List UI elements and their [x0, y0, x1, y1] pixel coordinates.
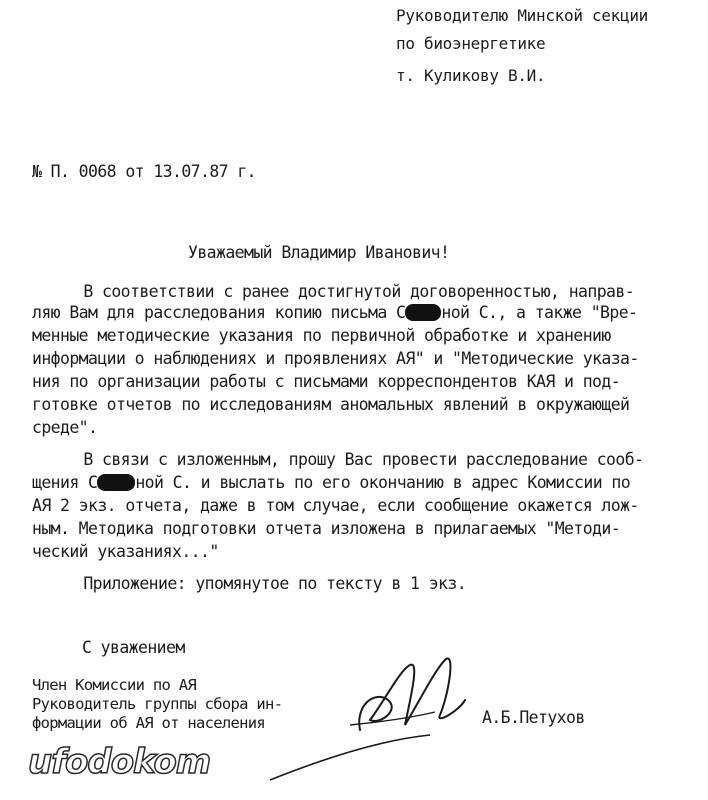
paragraph2-line2: щения С ной С. и выслать по его окончанию в адрес Комиссии по [32, 473, 631, 492]
reference-number: № П. 0068 от 13.07.87 г. [32, 162, 257, 181]
watermark-logo: ufodokom [28, 742, 211, 782]
paragraph1-line7: среде". [32, 418, 98, 437]
paragraph2-line5: ческий указаниях..." [32, 542, 219, 561]
paragraph1-line1: В соответствии с ранее достигнутой договоренностью, направ- [46, 282, 635, 301]
signatory-title-2: Руководитель группы сбора ин- [32, 695, 283, 713]
paragraph2-line1: В связи с изложенным, прошу Вас провести расследование сооб- [46, 450, 644, 469]
signatory-title-3: формации об АЯ от населения [32, 714, 266, 732]
paragraph1-line6: готовке отчетов по исследованиям аномальных явлений в окружающей [32, 395, 630, 414]
handwritten-signature [260, 630, 480, 790]
addressee-line-1: Руководителю Минской секции [396, 6, 648, 25]
paragraph1-line2: ляю Вам для расследования копию письма С ной С., а также "Вре- [32, 303, 638, 322]
signatory-titles [32, 676, 282, 733]
paragraph1-line5: ния по организации работы с письмами корреспондентов КАЯ и под- [32, 372, 621, 391]
signatory-title-1: Член Комиссии по АЯ [32, 676, 197, 694]
salutation: Уважаемый Владимир Иванович! [188, 243, 450, 262]
attachment-note: Приложение: упомянутое по тексту в 1 экз. [46, 574, 467, 593]
paragraph1-line4: информации о наблюдениях и проявлениях АЯ" и "Методические указа- [32, 349, 639, 368]
redaction-mark [405, 304, 441, 321]
addressee-line-2: по биоэнергетике [396, 34, 546, 53]
signatory-name: А.Б.Петухов [482, 708, 585, 727]
paragraph2-line4: ным. Методика подготовки отчета изложена в прилагаемых "Методи- [32, 519, 621, 538]
paragraph2-line3: АЯ 2 экз. отчета, даже в том случае, если сообщение окажется лож- [32, 496, 639, 515]
closing: С уважением [82, 638, 185, 657]
addressee-line-3: т. Куликову В.И. [396, 66, 546, 85]
paragraph1-line3: менные методические указания по первичной обработке и хранению [32, 326, 611, 345]
redaction-mark [97, 474, 135, 491]
